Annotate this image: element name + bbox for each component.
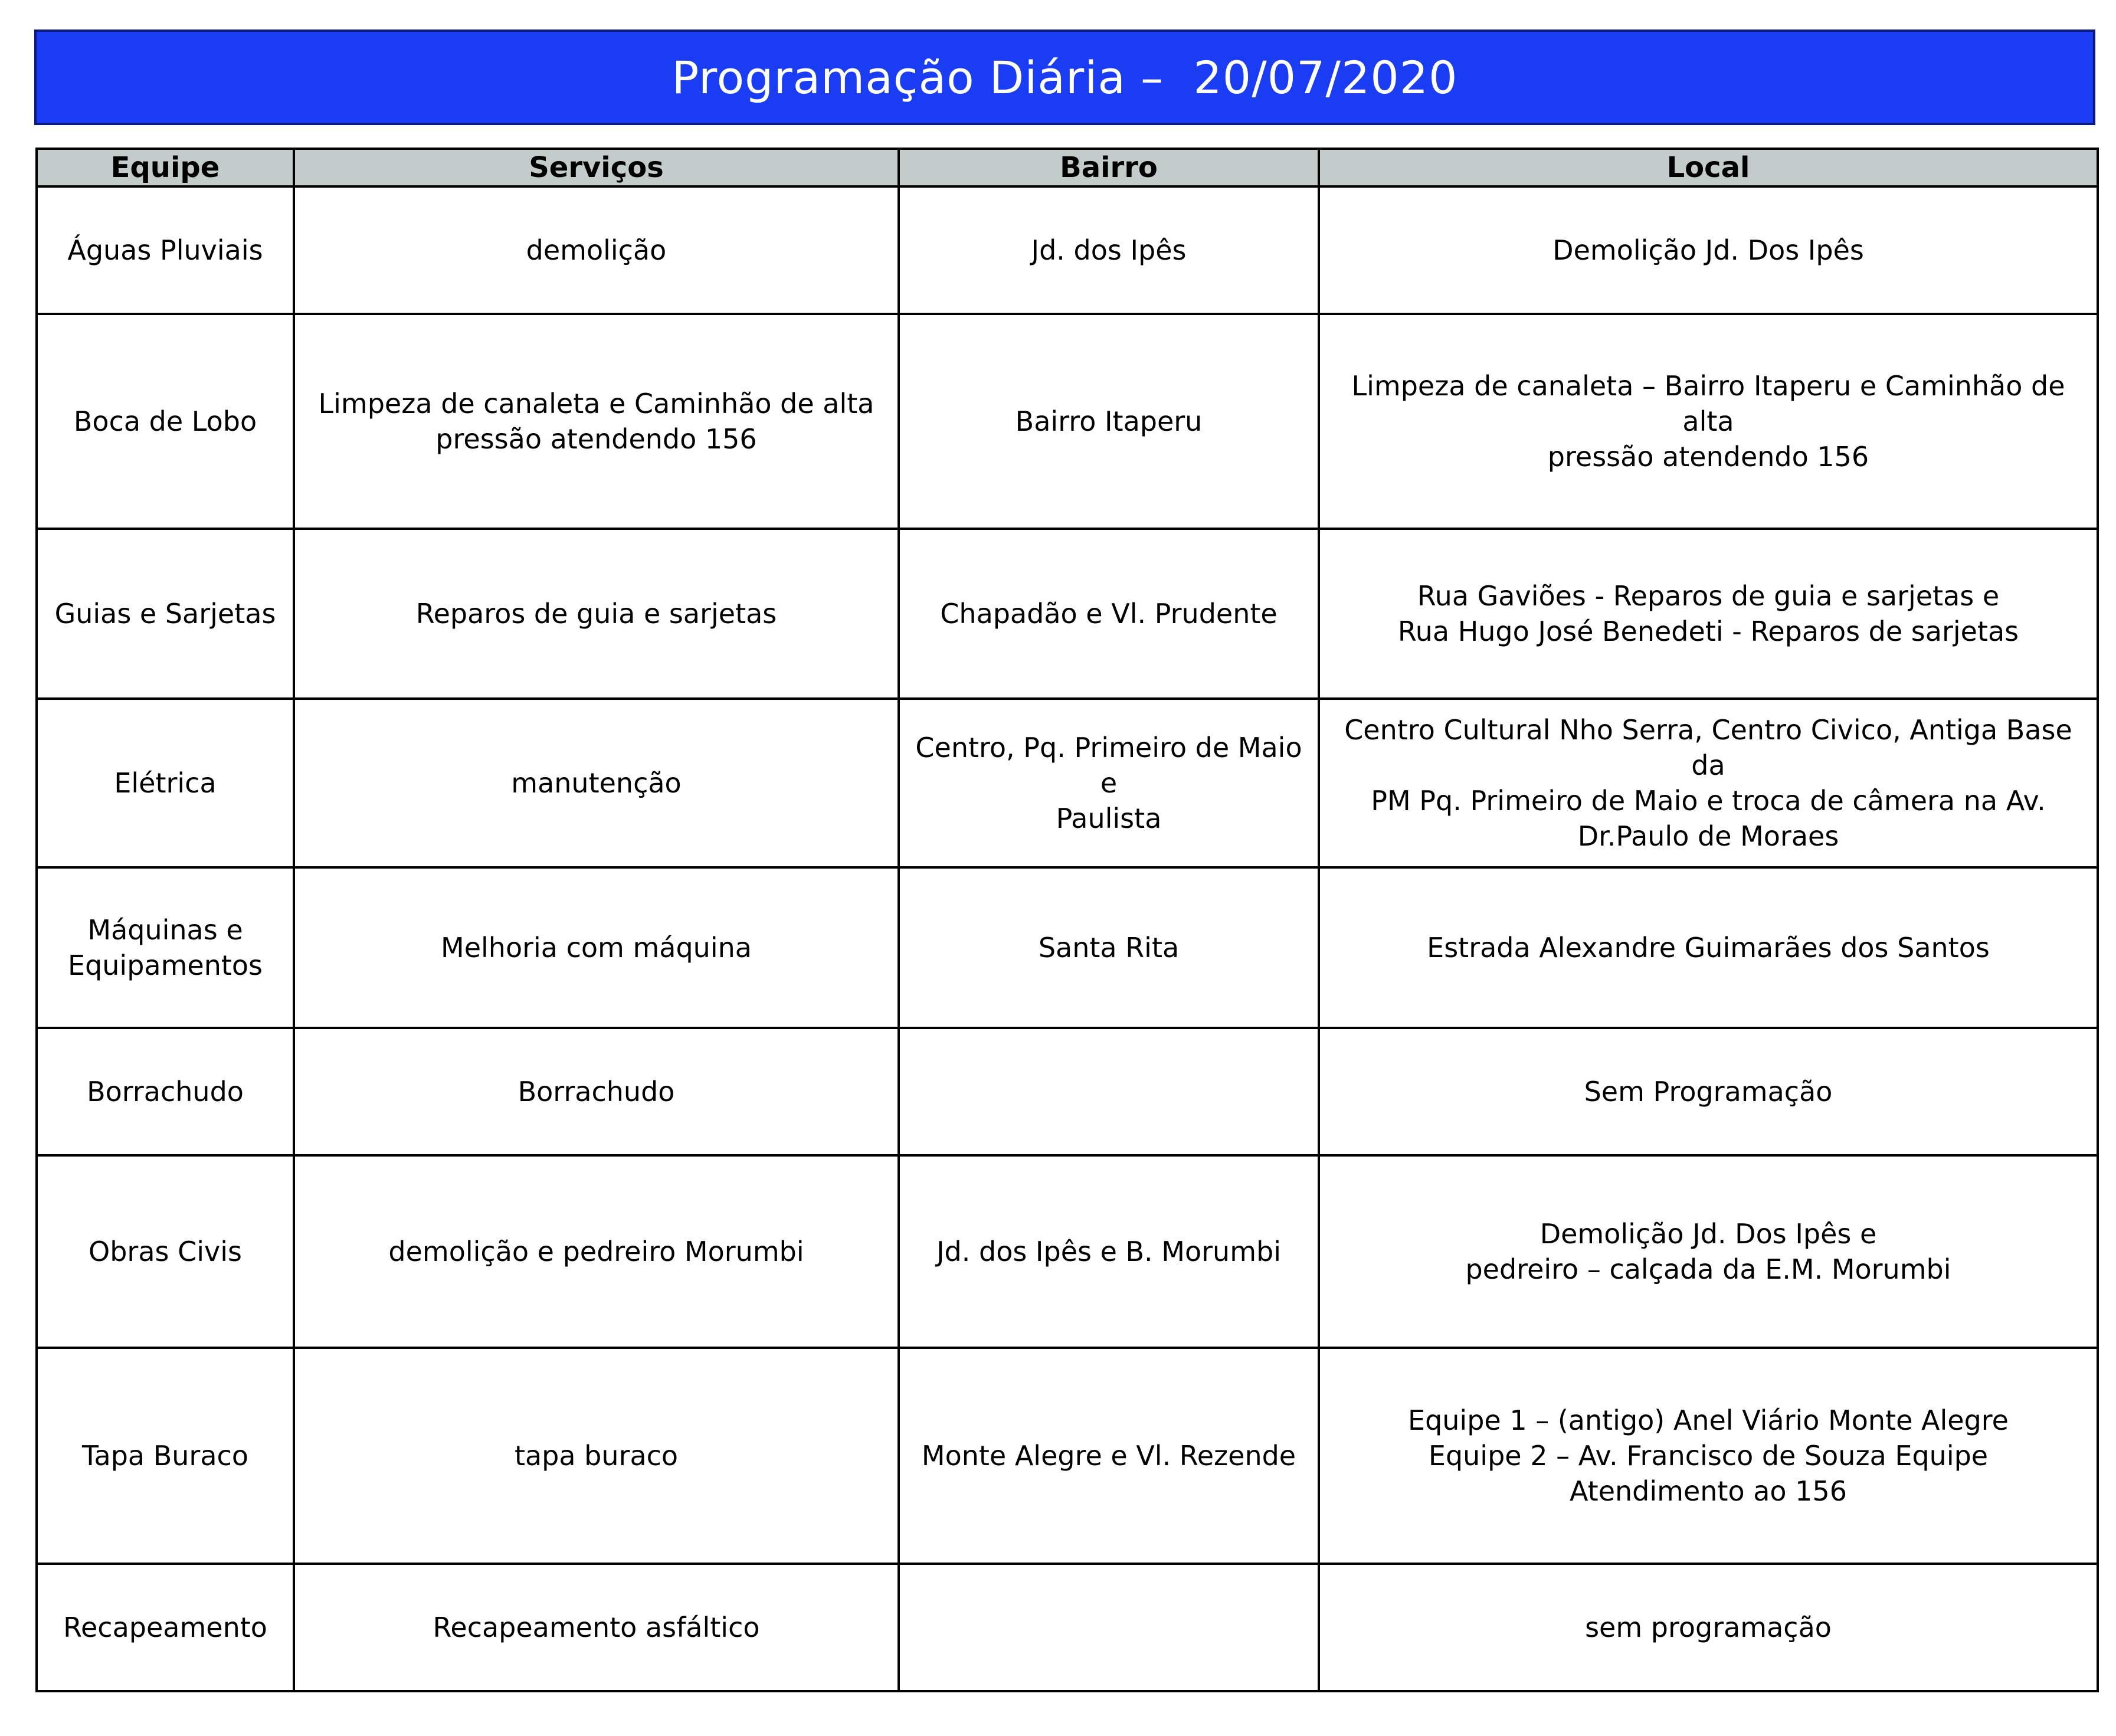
table-row	[37, 186, 2098, 314]
cell-equipe	[37, 867, 294, 1028]
cell-servicos	[294, 1564, 899, 1691]
cell-bairro	[899, 699, 1319, 867]
cell-servicos-text: tapa buraco	[514, 1440, 679, 1472]
cell-bairro	[899, 529, 1319, 699]
schedule-table	[35, 148, 2099, 1692]
cell-bairro-text: Centro, Pq. Primeiro de Maio e Paulista	[915, 732, 1302, 834]
cell-equipe-text: Águas Pluviais	[67, 234, 263, 266]
cell-local	[1319, 1155, 2098, 1348]
cell-local-text: Equipe 1 – (antigo) Anel Viário Monte Alegre Equipe 2 – Av. Francisco de Souza Equipe Atendimento ao 156	[1408, 1404, 2009, 1507]
cell-servicos	[294, 1348, 899, 1564]
cell-bairro-text: Bairro Itaperu	[1015, 405, 1203, 437]
cell-bairro	[899, 186, 1319, 314]
cell-servicos	[294, 314, 899, 529]
table-row	[37, 314, 2098, 529]
table-header-row	[37, 149, 2098, 186]
table-row	[37, 1155, 2098, 1348]
title-banner	[34, 30, 2095, 125]
table-row	[37, 1564, 2098, 1691]
cell-equipe	[37, 1348, 294, 1564]
column-header-bairro: Bairro	[899, 149, 1319, 186]
cell-bairro-text: Chapadão e Vl. Prudente	[940, 598, 1278, 630]
cell-local	[1319, 186, 2098, 314]
table-row	[37, 867, 2098, 1028]
cell-local	[1319, 1564, 2098, 1691]
cell-servicos-text: demolição	[526, 234, 667, 266]
cell-local	[1319, 1348, 2098, 1564]
cell-equipe	[37, 529, 294, 699]
cell-servicos	[294, 529, 899, 699]
cell-servicos-text: Melhoria com máquina	[441, 932, 752, 964]
cell-servicos-text: Limpeza de canaleta e Caminhão de alta pressão atendendo 156	[318, 388, 874, 455]
cell-equipe-text: Borrachudo	[87, 1076, 244, 1108]
cell-servicos	[294, 699, 899, 867]
cell-local-text: sem programação	[1585, 1611, 1832, 1643]
cell-bairro	[899, 1028, 1319, 1155]
page-title: Programação Diária – 20/07/2020	[672, 51, 1458, 104]
cell-servicos	[294, 186, 899, 314]
cell-local	[1319, 1028, 2098, 1155]
cell-equipe	[37, 1155, 294, 1348]
table-row	[37, 529, 2098, 699]
table-row	[37, 1028, 2098, 1155]
cell-equipe	[37, 1028, 294, 1155]
cell-bairro-text: Santa Rita	[1038, 932, 1180, 964]
cell-equipe	[37, 699, 294, 867]
cell-local-text: Demolição Jd. Dos Ipês e pedreiro – calçada da E.M. Morumbi	[1465, 1218, 1951, 1285]
cell-bairro	[899, 867, 1319, 1028]
cell-local-text: Sem Programação	[1584, 1076, 1833, 1108]
cell-local-text: Centro Cultural Nho Serra, Centro Civico, Antiga Base da PM Pq. Primeiro de Maio e troca de câmera na Av. Dr.Paulo de Moraes	[1344, 714, 2072, 852]
cell-bairro-text: Monte Alegre e Vl. Rezende	[921, 1440, 1296, 1472]
cell-local-text: Limpeza de canaleta – Bairro Itaperu e Caminhão de alta pressão atendendo 156	[1351, 370, 2065, 473]
cell-bairro	[899, 1155, 1319, 1348]
cell-bairro	[899, 1348, 1319, 1564]
cell-local-text: Estrada Alexandre Guimarães dos Santos	[1427, 932, 1990, 964]
cell-servicos-text: manutenção	[511, 767, 682, 799]
table-row	[37, 1348, 2098, 1564]
cell-local	[1319, 699, 2098, 867]
cell-equipe-text: Máquinas e Equipamentos	[68, 914, 263, 981]
column-header-servicos: Serviços	[294, 149, 899, 186]
cell-equipe	[37, 314, 294, 529]
cell-bairro-text: Jd. dos Ipês e B. Morumbi	[936, 1236, 1281, 1267]
cell-local-text: Rua Gaviões - Reparos de guia e sarjetas e Rua Hugo José Benedeti - Reparos de sarjetas	[1397, 580, 2019, 647]
cell-servicos	[294, 1028, 899, 1155]
cell-servicos-text: Borrachudo	[517, 1076, 675, 1108]
cell-servicos-text: demolição e pedreiro Morumbi	[388, 1236, 804, 1267]
cell-equipe-text: Elétrica	[114, 767, 217, 799]
cell-local-text: Demolição Jd. Dos Ipês	[1552, 234, 1864, 266]
cell-equipe	[37, 1564, 294, 1691]
cell-local	[1319, 314, 2098, 529]
cell-servicos	[294, 1155, 899, 1348]
cell-equipe	[37, 186, 294, 314]
cell-bairro-text: Jd. dos Ipês	[1031, 234, 1187, 266]
cell-servicos-text: Recapeamento asfáltico	[433, 1611, 760, 1643]
cell-bairro	[899, 314, 1319, 529]
cell-servicos-text: Reparos de guia e sarjetas	[415, 598, 777, 630]
cell-equipe-text: Recapeamento	[63, 1611, 267, 1643]
cell-servicos	[294, 867, 899, 1028]
column-header-local: Local	[1319, 149, 2098, 186]
column-header-equipe: Equipe	[37, 149, 294, 186]
cell-equipe-text: Obras Civis	[89, 1236, 242, 1267]
cell-bairro	[899, 1564, 1319, 1691]
cell-equipe-text: Tapa Buraco	[82, 1440, 248, 1472]
cell-equipe-text: Boca de Lobo	[73, 405, 257, 437]
cell-local	[1319, 529, 2098, 699]
table-row	[37, 699, 2098, 867]
cell-equipe-text: Guias e Sarjetas	[54, 598, 276, 630]
cell-local	[1319, 867, 2098, 1028]
